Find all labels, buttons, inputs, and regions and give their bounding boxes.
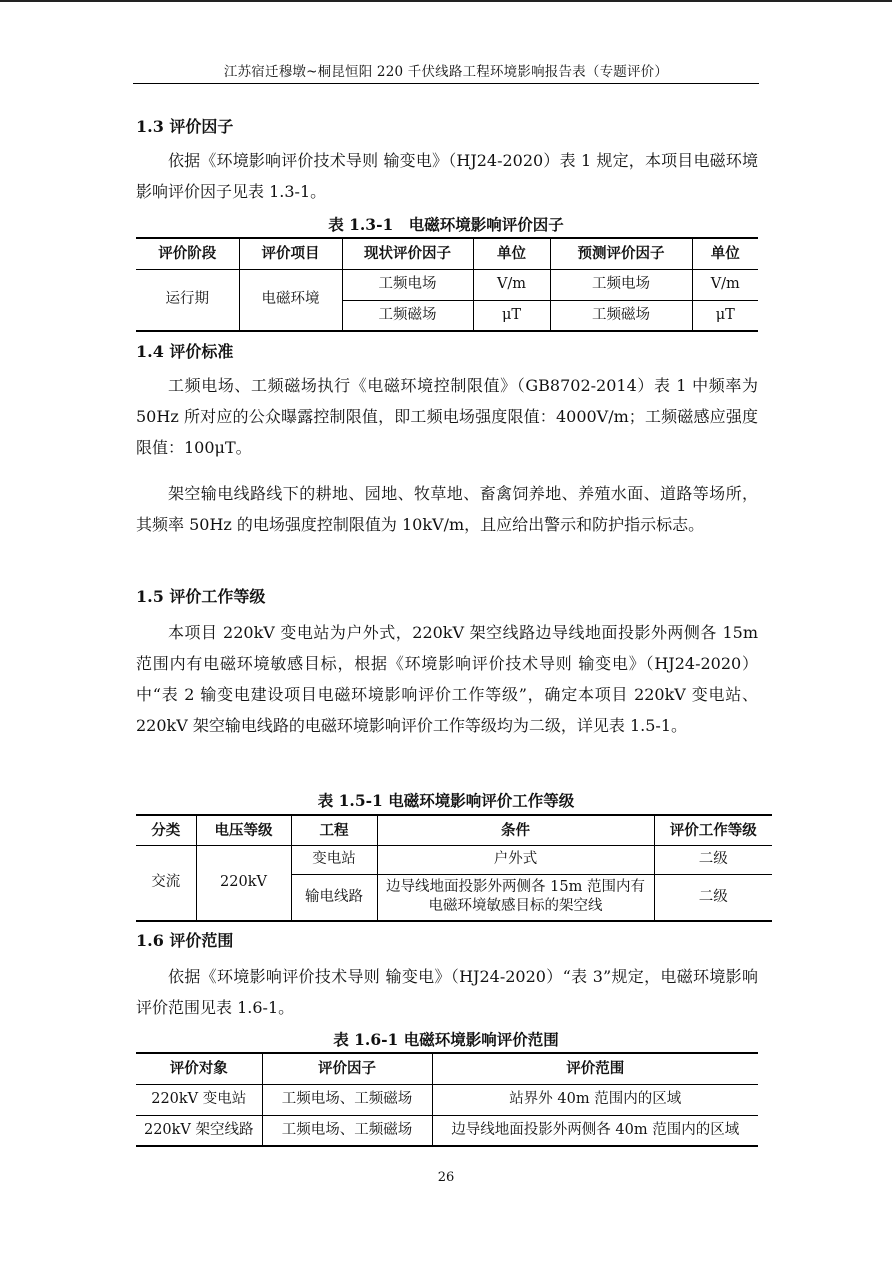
page-header: 江苏宿迁穆墩~桐昆恒阳 220 千伏线路工程环境影响报告表（专题评价） bbox=[223, 64, 669, 80]
header-rule bbox=[133, 83, 759, 84]
table-header-cell: 单位 bbox=[473, 238, 550, 269]
table-cell: 边导线地面投影外两侧各 15m 范围内有电磁环境敏感目标的架空线 bbox=[377, 874, 654, 921]
table-cell: 输电线路 bbox=[291, 874, 377, 921]
table-cell: 运行期 bbox=[136, 269, 239, 331]
table-cell: 工频磁场 bbox=[550, 300, 692, 331]
table-row bbox=[136, 269, 758, 300]
table-header-cell: 现状评价因子 bbox=[342, 238, 473, 269]
top-border-line bbox=[0, 0, 892, 2]
table-1-6-1 bbox=[136, 1052, 758, 1147]
table-header-cell: 评价因子 bbox=[262, 1053, 432, 1084]
table-header-cell: 评价工作等级 bbox=[654, 815, 772, 845]
table-cell: 边导线地面投影外两侧各 40m 范围内的区域 bbox=[432, 1115, 758, 1146]
table-cell: 工频电场 bbox=[550, 269, 692, 300]
table-row bbox=[136, 1115, 758, 1146]
table-header-cell: 预测评价因子 bbox=[550, 238, 692, 269]
table-cell: 工频电场、工频磁场 bbox=[262, 1084, 432, 1115]
table-header-cell: 电压等级 bbox=[196, 815, 291, 845]
table-cell: 工频电场 bbox=[342, 269, 473, 300]
table-1-5-1 bbox=[136, 814, 772, 922]
table-header-cell: 评价阶段 bbox=[136, 238, 239, 269]
table-cell: 二级 bbox=[654, 874, 772, 921]
table-cell: 二级 bbox=[654, 845, 772, 874]
section-heading-1-3: 1.3 评价因子 bbox=[136, 117, 234, 136]
table-row bbox=[136, 1084, 758, 1115]
section-1-4-paragraph-1: 工频电场、工频磁场执行《电磁环境控制限值》（GB8702-2014）表 1 中频率为 50Hz 所对应的公众曝露控制限值，即工频电场强度限值：4000V/m；工频磁感应强度限值：100μT。 bbox=[136, 376, 758, 457]
page-number: 26 bbox=[437, 1170, 455, 1185]
section-1-6-paragraph: 依据《环境影响评价技术导则 输变电》（HJ24-2020）“表 3”规定，电磁环境影响评价范围见表 1.6-1。 bbox=[136, 967, 758, 1017]
table-cell: 电磁环境 bbox=[239, 269, 342, 331]
table-cell: 220kV 变电站 bbox=[136, 1084, 262, 1115]
table-cell: 交流 bbox=[136, 845, 196, 921]
section-1-5-paragraph: 本项目 220kV 变电站为户外式，220kV 架空线路边导线地面投影外两侧各 15m 范围内有电磁环境敏感目标，根据《环境影响评价技术导则 输变电》（HJ24-2020）中“表 2 输变电建设项目电磁环境影响评价工作等级”，确定本项目 220kV 变电站、220kV 架空输电线路的电磁环境影响评价工作等级均为二级，详见表 1.5-1。 bbox=[136, 623, 758, 735]
table-cell: μT bbox=[692, 300, 758, 331]
table-cell: μT bbox=[473, 300, 550, 331]
table-cell: V/m bbox=[473, 269, 550, 300]
table-header-cell: 条件 bbox=[377, 815, 654, 845]
table-1-5-1-caption: 表 1.5-1 电磁环境影响评价工作等级 bbox=[317, 791, 575, 810]
table-cell: 站界外 40m 范围内的区域 bbox=[432, 1084, 758, 1115]
table-cell: 220kV bbox=[196, 845, 291, 921]
table-header-cell: 工程 bbox=[291, 815, 377, 845]
table-cell: 户外式 bbox=[377, 845, 654, 874]
table-1-3-1-caption: 表 1.3-1 电磁环境影响评价因子 bbox=[328, 215, 564, 234]
section-1-4-paragraph-2: 架空输电线路线下的耕地、园地、牧草地、畜禽饲养地、养殖水面、道路等场所，其频率 50Hz 的电场强度控制限值为 10kV/m，且应给出警示和防护指示标志。 bbox=[136, 484, 758, 534]
section-heading-1-6: 1.6 评价范围 bbox=[136, 931, 234, 950]
table-header-cell: 评价项目 bbox=[239, 238, 342, 269]
section-heading-1-5: 1.5 评价工作等级 bbox=[136, 587, 266, 606]
table-header-cell: 单位 bbox=[692, 238, 758, 269]
table-1-6-1-caption: 表 1.6-1 电磁环境影响评价范围 bbox=[333, 1030, 559, 1049]
table-header-cell: 评价对象 bbox=[136, 1053, 262, 1084]
table-cell: 工频电场、工频磁场 bbox=[262, 1115, 432, 1146]
table-row bbox=[136, 845, 772, 874]
section-1-3-paragraph: 依据《环境影响评价技术导则 输变电》（HJ24-2020）表 1 规定，本项目电磁环境影响评价因子见表 1.3-1。 bbox=[136, 151, 758, 201]
table-header-cell: 评价范围 bbox=[432, 1053, 758, 1084]
table-cell: 变电站 bbox=[291, 845, 377, 874]
table-cell: 220kV 架空线路 bbox=[136, 1115, 262, 1146]
table-cell: 工频磁场 bbox=[342, 300, 473, 331]
table-cell: V/m bbox=[692, 269, 758, 300]
table-header-cell: 分类 bbox=[136, 815, 196, 845]
table-1-3-1 bbox=[136, 237, 758, 332]
section-heading-1-4: 1.4 评价标准 bbox=[136, 342, 234, 361]
